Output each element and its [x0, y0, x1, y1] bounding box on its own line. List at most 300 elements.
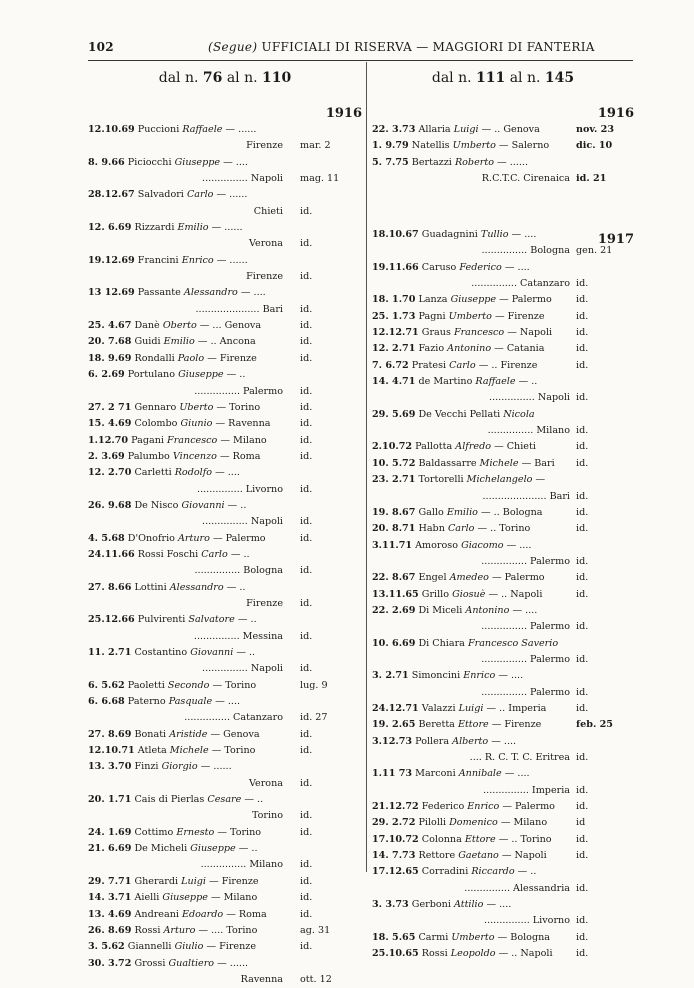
promotion-date: ag. 31 — [300, 924, 331, 936]
entry-text — [88, 351, 283, 367]
entry-text — [372, 701, 570, 717]
entry-tail: — Catania — [494, 343, 545, 355]
entry-tail: — Salerno — [498, 140, 550, 152]
entry-text — [88, 220, 283, 236]
residence: Torino — [251, 810, 283, 822]
entry-row — [372, 603, 634, 619]
entry-text — [88, 416, 283, 432]
entry-text — [88, 661, 283, 677]
surname: De Vecchi Pellati — [418, 408, 501, 420]
residence: Firenze — [246, 597, 283, 609]
surname: Amoroso — [415, 539, 458, 551]
entry-tail: — .... — [498, 670, 524, 682]
surname: Portulano — [127, 369, 176, 381]
entry-text — [88, 612, 283, 628]
residence: Chieti — [253, 205, 283, 217]
promotion-date: id. — [576, 801, 589, 813]
entry-date: 24.11.66 — [88, 548, 135, 560]
entry-tail: — .. Firenze — [478, 359, 538, 371]
entry-text — [88, 122, 283, 138]
given-name: Giosuè — [452, 588, 486, 600]
promotion-date: id. — [300, 450, 313, 462]
entry-tail: — .. Genova — [481, 124, 540, 135]
right-column — [372, 70, 634, 960]
entry-date: 18. 1.70 — [372, 294, 416, 306]
given-name: Michele — [479, 457, 519, 469]
entry-row — [372, 374, 634, 390]
entry-date: 20. 1.71 — [88, 794, 132, 806]
entry-continuation — [372, 554, 634, 570]
entry-text — [372, 423, 570, 439]
residence: ............... Bologna — [481, 245, 570, 257]
column-divider — [366, 62, 367, 872]
entry-text — [88, 547, 283, 563]
entry-text — [88, 253, 283, 269]
entry-text — [88, 269, 283, 285]
entry-row — [372, 407, 634, 423]
entry-row — [88, 678, 362, 694]
range-to: 145 — [544, 70, 575, 86]
entry-text — [88, 187, 283, 203]
given-name: Alberto — [452, 735, 489, 747]
given-name: Oberto — [162, 320, 197, 332]
promotion-date: id. — [576, 588, 589, 600]
given-name: Tullio — [480, 229, 509, 240]
entry-continuation — [372, 171, 634, 187]
residence: ............... Palermo — [481, 686, 570, 698]
entry-continuation — [372, 881, 634, 897]
entry-tail: — Palermo — [491, 572, 545, 584]
year-heading-1917: 1917 — [597, 232, 634, 247]
entry-date: 24.12.71 — [372, 702, 419, 714]
running-title-text: UFFICIALI DI RISERVA — MAGGIORI DI FANTERIA — [261, 40, 595, 54]
given-name: Giuseppe — [174, 156, 221, 168]
running-title — [208, 40, 595, 54]
entry-date: 13 12.69 — [88, 287, 135, 299]
entry-date: 10. 6.69 — [372, 637, 416, 649]
surname: Grillo — [421, 588, 450, 600]
surname: Rettore — [418, 850, 456, 862]
entry-tail: — ...... — [216, 189, 248, 201]
entry-row — [372, 587, 634, 603]
entry-text — [88, 743, 283, 759]
entry-text — [88, 482, 283, 498]
entry-continuation — [372, 619, 634, 635]
residence: ............... Catanzaro — [471, 278, 570, 290]
surname: Pagni — [418, 310, 446, 322]
promotion-date: id. — [300, 271, 313, 283]
entry-row — [372, 292, 634, 308]
entry-tail: — Genova — [210, 728, 260, 740]
entry-row — [372, 636, 634, 652]
title-mid: al n. — [509, 70, 541, 86]
entry-row — [88, 759, 362, 775]
entry-date: 6. 6.68 — [88, 696, 125, 708]
entry-date: 3. 2.71 — [372, 670, 409, 682]
entry-date: 13.11.65 — [372, 588, 419, 600]
entry-text — [88, 825, 283, 841]
entry-continuation — [88, 302, 362, 318]
given-name: Giovanni — [181, 499, 225, 511]
promotion-date: id. — [576, 555, 589, 567]
surname: Pagani — [131, 434, 164, 446]
entry-text — [372, 766, 570, 782]
promotion-date: mar. 2 — [300, 140, 331, 152]
surname: Lottini — [134, 581, 167, 593]
given-name: Emilio — [446, 506, 478, 518]
entry-text — [372, 521, 570, 537]
entry-tail: — Firenze — [207, 352, 257, 364]
promotion-date: nov. 23 — [576, 124, 615, 135]
entry-tail: — .. — [226, 369, 246, 381]
given-name: Giovanni — [190, 647, 234, 658]
surname: Guidi — [134, 336, 161, 348]
entry-text — [372, 815, 570, 831]
surname: Bertazzi — [411, 156, 452, 168]
entry-row — [372, 155, 634, 171]
promotion-date: id. — [300, 875, 313, 887]
entry-tail: — Torino — [212, 679, 257, 691]
promotion-date: id. — [300, 352, 313, 364]
given-name: Uberto — [179, 401, 214, 413]
given-name: Vincenzo — [172, 450, 217, 462]
surname: Pulvirenti — [137, 614, 186, 626]
entry-date: 22. 2.69 — [372, 604, 416, 616]
entry-text — [372, 587, 570, 603]
entry-date: 12.12.71 — [372, 327, 419, 339]
entry-date: 20. 8.71 — [372, 523, 416, 535]
entry-text — [372, 292, 570, 308]
entry-tail: — ...... — [200, 761, 232, 773]
promotion-date: id. — [576, 621, 589, 633]
entry-tail: — .. — [237, 614, 257, 626]
surname: Salvadori — [137, 189, 184, 201]
entry-text — [88, 890, 283, 906]
given-name: Francesco — [453, 327, 505, 339]
surname: Pratesi — [411, 359, 447, 371]
promotion-date: id. — [300, 320, 313, 332]
given-name: Salvatore — [188, 614, 235, 626]
entry-text — [88, 138, 283, 154]
entry-date: 24. 1.69 — [88, 826, 132, 838]
entry-tail: — ...... — [217, 957, 249, 969]
given-name: Emilio — [177, 222, 209, 234]
entry-date: 21. 6.69 — [88, 843, 132, 855]
surname: Aielli — [134, 892, 160, 904]
entry-text — [88, 155, 283, 171]
entry-text — [372, 472, 570, 488]
entry-text — [88, 759, 283, 775]
entry-date: 22. 3.73 — [372, 124, 416, 135]
given-name: Amedeo — [449, 572, 489, 584]
entry-date: 26. 9.68 — [88, 499, 132, 511]
entry-text — [88, 318, 283, 334]
title-prefix: dal n. — [431, 70, 472, 86]
entry-continuation — [88, 204, 362, 220]
given-name: Raffaele — [182, 124, 223, 135]
entry-text — [372, 260, 570, 276]
promotion-date: id. — [300, 516, 313, 528]
given-name: Federico — [459, 261, 502, 273]
surname: De Micheli — [134, 843, 188, 855]
entry-row — [88, 825, 362, 841]
surname: Habn — [418, 523, 445, 535]
surname: Francini — [137, 254, 179, 266]
residence: ............... Bologna — [194, 565, 283, 577]
entry-row — [88, 187, 362, 203]
surname: Federico — [421, 801, 465, 813]
surname: D'Onofrio — [127, 532, 175, 544]
entry-continuation — [88, 384, 362, 400]
surname: Corradini — [421, 866, 469, 878]
year-heading-1916: 1916 — [597, 106, 634, 121]
promotion-date: dic. 10 — [576, 140, 613, 152]
entry-text — [372, 325, 570, 341]
entry-text — [372, 374, 570, 390]
entry-row — [372, 227, 634, 243]
entry-row — [88, 645, 362, 661]
entry-row — [88, 367, 362, 383]
surname: Passante — [137, 287, 181, 299]
entry-row — [88, 580, 362, 596]
entry-tail: — Palermo — [499, 294, 552, 306]
entry-text — [372, 832, 570, 848]
entry-row — [372, 358, 634, 374]
entry-row — [88, 253, 362, 269]
promotion-date: id. — [576, 310, 589, 322]
entry-date: 18.10.67 — [372, 229, 419, 240]
surname: Valazzi — [421, 702, 456, 714]
entry-text — [88, 645, 283, 661]
given-name: Francesco — [167, 434, 218, 446]
given-name: Antonino — [465, 604, 510, 616]
residence: R.C.T.C. Cirenaica — [481, 173, 570, 185]
entry-row — [372, 766, 634, 782]
entry-text — [372, 122, 570, 138]
entry-tail: — .. — [518, 376, 538, 388]
given-name: Gualtiero — [168, 957, 215, 969]
given-name: Giorgio — [161, 761, 198, 773]
entry-tail: — .. — [244, 794, 264, 806]
entry-date: 28.12.67 — [88, 189, 135, 201]
entry-text — [88, 808, 283, 824]
header-rule — [88, 60, 633, 61]
entry-text — [372, 227, 570, 243]
entry-tail: — .. — [227, 499, 247, 511]
entry-continuation — [88, 776, 362, 792]
entry-continuation — [372, 489, 634, 505]
given-name: Giuseppe — [162, 892, 208, 904]
residence: ............... Napoli — [202, 516, 283, 528]
promotion-date: id. — [300, 303, 313, 315]
entry-row — [372, 930, 634, 946]
surname: Bonati — [134, 728, 167, 740]
entry-date: 19.12.69 — [88, 254, 135, 266]
given-name: Attilio — [453, 899, 484, 911]
entry-tail: — ...... — [216, 254, 248, 266]
entry-tail: — .. — [230, 548, 250, 560]
residence: ............... Alessandria — [464, 882, 570, 894]
promotion-date: id. — [300, 630, 313, 642]
surname: Colonna — [421, 833, 462, 845]
entry-date: 3. 5.62 — [88, 941, 125, 953]
surname: Andreani — [134, 908, 179, 920]
given-name: Giuseppe — [450, 294, 497, 306]
promotion-date: id. — [576, 833, 589, 845]
entry-tail: — ...... — [225, 124, 257, 135]
given-name: Raffaele — [475, 376, 516, 388]
given-name: Alfredo — [455, 441, 492, 453]
entry-text — [88, 171, 283, 187]
entry-date: 15. 4.69 — [88, 418, 132, 430]
entry-tail: — Napoli — [507, 327, 553, 339]
entry-row — [372, 864, 634, 880]
entry-continuation — [88, 171, 362, 187]
entry-text — [372, 309, 570, 325]
promotion-date: id. — [576, 948, 589, 960]
promotion-date: id. 21 — [576, 173, 607, 185]
entry-date: 11. 2.71 — [88, 647, 132, 658]
entry-date: 1. 9.79 — [372, 140, 409, 152]
right-column-title — [372, 70, 634, 86]
promotion-date: id. — [576, 343, 589, 355]
surname: Allaria — [418, 124, 451, 135]
surname: Danè — [134, 320, 160, 332]
entry-tail: — .... — [215, 696, 241, 708]
entry-tail: — Bari — [521, 457, 555, 469]
entry-row — [88, 400, 362, 416]
entry-row — [372, 815, 634, 831]
surname: Atleta — [137, 745, 167, 757]
given-name: Luigi — [181, 875, 206, 887]
entry-text — [88, 384, 283, 400]
promotion-date: id. — [576, 784, 589, 796]
entry-date: 29. 5.69 — [372, 408, 416, 420]
surname: Simoncini — [411, 670, 461, 682]
entry-tail: — .. — [517, 866, 537, 878]
surname: Paterno — [127, 696, 166, 708]
residence: .... R. C. T. C. Eritrea — [469, 752, 570, 763]
entry-text — [372, 783, 570, 799]
given-name: Michelangelo — [466, 474, 533, 486]
entry-text — [372, 652, 570, 668]
entry-row — [88, 433, 362, 449]
promotion-date: id. — [300, 745, 313, 757]
right-entries-1916 — [372, 122, 634, 187]
entry-text — [88, 792, 283, 808]
entry-tail: — Torino — [217, 826, 262, 838]
entry-continuation — [372, 783, 634, 799]
given-name: Secondo — [167, 679, 210, 691]
entry-row — [372, 456, 634, 472]
promotion-date: id. — [576, 686, 589, 698]
given-name: Annibale — [458, 768, 502, 780]
entry-tail: — .... — [491, 735, 517, 747]
promotion-date: id. — [300, 401, 313, 413]
promotion-date: id. — [300, 385, 313, 397]
entry-text — [88, 939, 283, 955]
promotion-date: id. — [576, 392, 589, 404]
residence: ............... Palermo — [481, 653, 570, 665]
entry-row — [88, 890, 362, 906]
entry-row — [372, 668, 634, 684]
entry-text — [88, 465, 283, 481]
entry-text — [372, 848, 570, 864]
given-name: Giacomo — [461, 539, 504, 551]
promotion-date: id. — [576, 523, 589, 535]
entry-date: 14. 3.71 — [88, 892, 132, 904]
given-name: Umberto — [452, 140, 496, 152]
entry-text — [88, 514, 283, 530]
surname: De Nisco — [134, 499, 179, 511]
entry-date: 30. 3.72 — [88, 957, 132, 969]
entry-date: 12. 2.71 — [372, 343, 416, 355]
surname: Gallo — [418, 506, 444, 518]
entry-tail: — .. Imperia — [486, 702, 547, 714]
given-name: Luigi — [458, 702, 484, 714]
given-name: Carlo — [201, 548, 228, 560]
entry-tail: — — [535, 474, 546, 486]
residence: ............... Palermo — [481, 621, 570, 633]
entry-tail: — Firenze — [494, 310, 545, 322]
promotion-date: mag. 11 — [300, 173, 340, 185]
entry-text — [372, 341, 570, 357]
given-name: Enrico — [181, 254, 214, 266]
entry-row — [88, 841, 362, 857]
given-name: Domenico — [449, 817, 498, 829]
entry-row — [372, 717, 634, 733]
entry-row — [372, 260, 634, 276]
given-name: Alessandro — [183, 287, 238, 299]
entry-tail: — .... — [486, 899, 512, 911]
entry-row — [88, 285, 362, 301]
promotion-date: id. — [300, 238, 313, 250]
title-prefix: dal n. — [158, 70, 199, 86]
entry-continuation — [372, 423, 634, 439]
given-name: Edoardo — [182, 908, 224, 920]
promotion-date: id. — [576, 457, 589, 469]
entry-date: 19. 2.65 — [372, 719, 416, 731]
entry-tail: — .. — [238, 843, 258, 855]
entry-date: 3.11.71 — [372, 539, 413, 551]
surname: Rizzardi — [134, 222, 175, 234]
entry-row — [88, 220, 362, 236]
surname: Engel — [418, 572, 447, 584]
promotion-date: id. — [300, 908, 313, 920]
entry-tail: — .. Torino — [498, 833, 552, 845]
entry-row — [372, 701, 634, 717]
entry-text — [88, 874, 283, 890]
residence: Verona — [249, 238, 283, 250]
promotion-date: id. — [300, 810, 313, 822]
entry-row — [88, 874, 362, 890]
entry-date: 12.10.71 — [88, 745, 135, 757]
entry-date: 29. 2.72 — [372, 817, 416, 829]
residence: Verona — [249, 777, 283, 789]
entry-tail: — ... Genova — [199, 320, 262, 332]
promotion-date: id. — [300, 434, 313, 446]
entry-tail: — .... — [511, 229, 537, 240]
surname: Guadagnini — [421, 229, 478, 240]
entry-text — [372, 636, 570, 652]
entry-tail: — Chieti — [494, 441, 536, 453]
surname: Lanza — [418, 294, 448, 306]
promotion-date: id. — [576, 653, 589, 665]
entry-date: 17.12.65 — [372, 866, 419, 878]
entry-date: 25. 1.73 — [372, 310, 416, 322]
surname: de Martino — [418, 376, 473, 388]
surname: Gerboni — [411, 899, 451, 911]
